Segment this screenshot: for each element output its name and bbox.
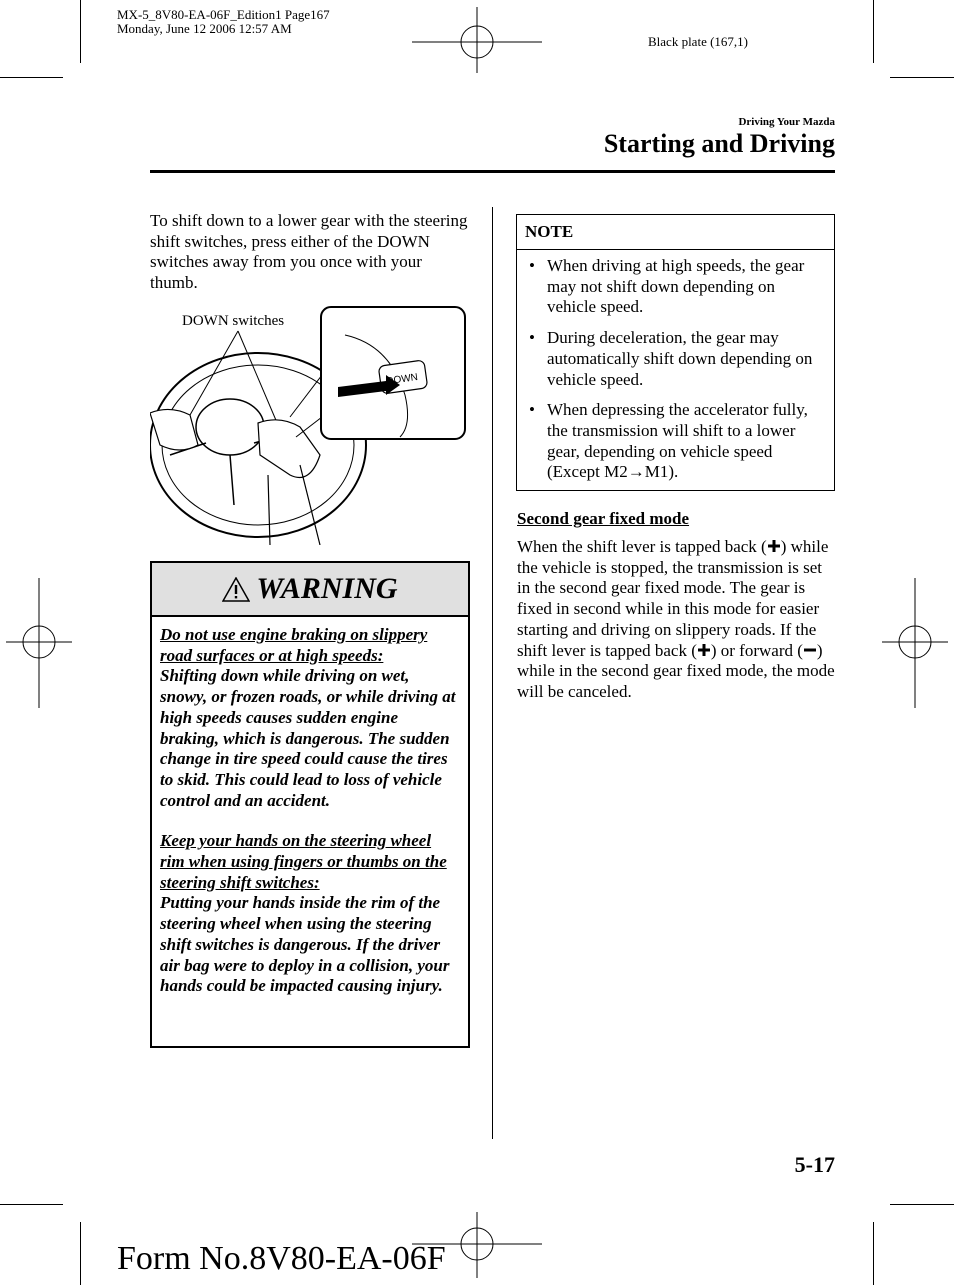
registration-mark-icon <box>880 578 950 708</box>
print-meta <box>117 8 330 36</box>
print-meta-line2: Monday, June 12 2006 12:57 AM <box>117 21 292 36</box>
crop-mark <box>873 0 874 63</box>
page-title: Starting and Driving <box>603 129 835 158</box>
warning-title: WARNING <box>256 572 398 605</box>
warning-item1-body: Shifting down while driving on wet, snowy, or frozen roads, or while driving at high speeds causes sudden engine braking, which is dangerous. The sudden change in tire speed could cause the tires to skid. This could lead to loss of vehicle control and an accident. <box>160 666 456 810</box>
note-title: NOTE <box>517 215 834 250</box>
column-divider <box>492 207 493 1139</box>
second-gear-heading: Second gear fixed mode <box>517 509 690 528</box>
form-number: Form No.8V80-EA-06F <box>117 1240 446 1277</box>
warning-triangle-icon <box>222 577 250 602</box>
plus-icon <box>767 539 781 553</box>
header-rule <box>150 170 835 173</box>
crop-mark <box>80 0 81 63</box>
crop-mark <box>80 1222 81 1285</box>
warning-header <box>152 563 468 617</box>
intro-paragraph: To shift down to a lower gear with the steering shift switches, press either of the DOWN switches away from you once with your thumb. <box>150 211 468 293</box>
list-item: • During deceleration, the gear may automatically shift down depending on vehicle speed. <box>529 328 824 390</box>
section-label: Driving Your Mazda <box>738 116 835 128</box>
second-gear-paragraph <box>517 537 837 703</box>
warning-item2-heading: Keep your hands on the steering wheel rim when using fingers or thumbs on the steering shift switches: <box>160 831 447 892</box>
plus-icon <box>697 643 711 657</box>
registration-mark-icon <box>4 578 74 708</box>
warning-item2-body: Putting your hands inside the rim of the steering wheel when using the steering shift switches is dangerous. If the driver air bag were to deploy in a collision, your hands could be impacted causing injury. <box>160 893 450 996</box>
figure-label: DOWN switches <box>182 313 285 329</box>
note-list <box>517 250 834 483</box>
note-box <box>516 214 835 491</box>
page-number: 5-17 <box>794 1152 835 1177</box>
down-button-text: DOWN <box>385 371 419 388</box>
second-gear-text-4: ) while in the second gear fixed mode, the mode will be canceled. <box>517 640 835 701</box>
crop-mark <box>890 1204 954 1205</box>
crop-mark <box>0 77 63 78</box>
crop-mark <box>873 1222 874 1285</box>
crop-mark <box>0 1204 63 1205</box>
minus-icon <box>803 643 817 657</box>
second-gear-text-3: ) or forward ( <box>710 640 803 660</box>
print-meta-line1: MX-5_8V80-EA-06F_Edition1 Page167 <box>117 7 330 22</box>
list-item: • When driving at high speeds, the gear may not shift down depending on vehicle speed. <box>529 256 824 318</box>
list-item: • When depressing the accelerator fully, the transmission will shift to a lower gear, depending on vehicle speed (Except M2→M1). <box>529 400 824 483</box>
warning-box <box>150 561 470 1048</box>
steering-wheel-illustration <box>150 305 468 545</box>
warning-item1-heading: Do not use engine braking on slippery road surfaces or at high speeds: <box>160 625 428 665</box>
second-gear-text-1: When the shift lever is tapped back ( <box>517 537 767 556</box>
plate-label: Black plate (167,1) <box>648 34 748 49</box>
registration-mark-icon <box>412 5 542 75</box>
steering-switch-figure <box>150 305 468 545</box>
crop-mark <box>890 77 954 78</box>
second-gear-text-2: ) while the vehicle is stopped, the transmission is set in the second gear fixed mode. The gear is fixed in second while in this mode for easier starting and driving on slippery roads. If the shift lever is tapped back ( <box>517 537 829 660</box>
warning-body <box>152 617 468 997</box>
